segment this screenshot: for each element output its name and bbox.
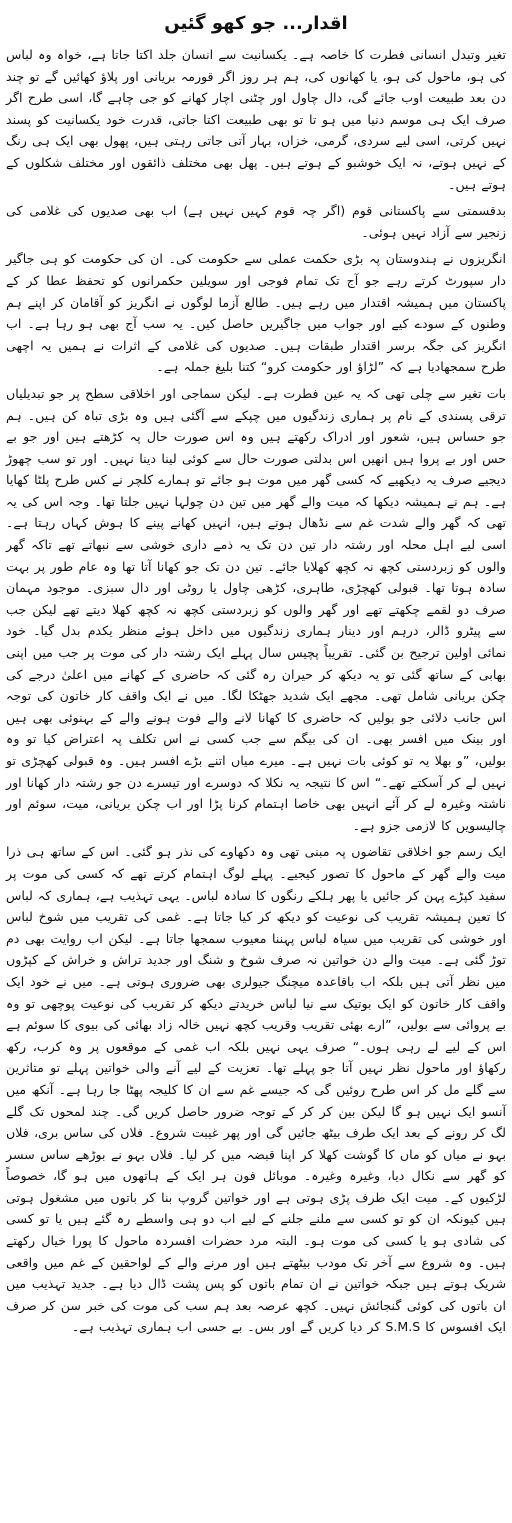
- article-paragraph-4: بات تغیر سے چلی تھی کہ یہ عین فطرت ہے۔ لیکن سماجی اور اخلاقی سطح پر جو تبدیلیاں ترقی پسندی کے نام پر ہماری زندگیوں میں چپکے سے آگئی ہیں وہ بڑی تباہ کن ہیں۔ ہم جو حساس ہیں، شعور اور ادراک رکھتے ہیں وہ اس صورت حال پہ کڑھتے ہیں اور جو بے حس اور بے پروا ہیں انھیں اس بدلتی صورت حال سے کوئی لینا دینا نہیں۔ اور تو سب چھوڑ دیجیے صرف یہ دیکھیے کہ کسی گھر میں موت ہو جائے تو ہمارے کلچر نے کس طرح پلٹا کھایا ہے۔ ہم نے ہمیشہ دیکھا کہ میت والے گھر میں تین دن چولہا نہیں جلتا تھا۔ وجہ اس کی یہ تھی کہ گھر والے شدت غم سے نڈھال ہوتے ہیں، انہیں کھانے پینے کا ہوش کہاں رہتا ہے۔ اسی لیے اہل محلہ اور رشتہ دار تین دن تک یہ ذمے داری خوشی سے نبھاتے تھے تاکہ گھر والوں کو زبردستی کچھ نہ کچھ کھلایا جائے۔ تین دن تک جو کھانا آتا تھا وہ عام طور پر بہت سادہ ہوتا تھا۔ قبولی کھچڑی، طاہری، کڑھی چاول یا روٹی اور دال سبزی۔ موجود مہمان صرف دو لقمے چکھتے تھے اور گھر والوں کو زبردستی کچھ نہ کچھ کھلا دیتے تھے لیکن جب سے پیٹرو ڈالر، درہم اور دینار ہماری زندگیوں میں داخل ہوئے منظر یکدم بدل گیا۔ خود نمائی اولین ترجیح بن گئی۔ تقریباً پچیس سال پہلے ایک رشتہ دار کی موت پر جب میں اپنی بھابی کے ساتھ گئی تو یہ دیکھ کر حیران رہ گئی کہ حاضری کے کھانے میں اعلیٰ درجے کی چکن بریانی شامل تھی۔ مجھے ایک شدید جھٹکا لگا۔ میں نے ایک واقف کار خاتون کی توجہ اس جانب دلائی جو بولیں کہ حاضری کا کھانا لانے والے فوت ہونے والے کے بہنوئی بھی ہیں اور بینک میں افسر بھی۔ ان کی بیگم سے جب کسی نے اس تکلف پہ اعتراض کیا تو وہ بولیں، ”و بھلا یہ تو کوئی بات نہیں ہے۔ میرے میاں اتنے بڑے افسر ہیں۔ وہ قبولی کھچڑی تو نہیں لے کر آسکتے تھے۔“ اس کا نتیجہ یہ نکلا کہ دوسرے اور تیسرے دن جو رشتہ دار کھانا اور ناشتہ وغیرہ لے کر آئے انہیں بھی خاصا اہتمام کرنا پڑا اور اب چکن بریانی، میت، سوئم اور چالیسویں کا لازمی جزو ہے۔: [6, 385, 506, 833]
- article-paragraph-1: تغیر وتبدل انسانی فطرت کا خاصہ ہے۔ یکسانیت سے انسان جلد اکتا جاتا ہے، خواہ وہ لباس کی ہو، ماحول کی ہو، یا کھانوں کی، ہم ہر روز اگر قورمہ بریانی اور پلاؤ کھائیں گے تو چند دن بعد طبیعت اوب جائے گی، دال چاول اور چٹنی اچار کھانے کو جی چاہے گا، اسی طرح اگر صرف ایک ہی موسم دنیا میں ہو تا تو بھی طبیعت اکتا جاتی، قدرت خود یکسانیت کو پسند نہیں کرتی، اسی لیے سردی، گرمی، خزاں، بہار آتی جاتی رہتی ہیں، پھول بھی ایک ہی رنگ کے نہیں ہوتے، نہ ایک خوشبو کے ہوتے ہیں۔ پھل بھی مختلف ذائقوں اور مختلف شکلوں کے ہوتے ہیں۔: [6, 47, 506, 192]
- article-title: اقدار... جو کھو گئیں: [164, 13, 348, 34]
- article-paragraph-5: ایک رسم جو اخلاقی تقاضوں پہ مبنی تھی وہ دکھاوے کی نذر ہو گئی۔ اس کے ساتھ ہی ذرا میت والے گھر کے ماحول کا تصور کیجیے۔ پہلے لوگ اہتمام کرتے تھے کہ کسی کی موت پر سفید کپڑے پہن کر جائیں یا پھر ہلکے رنگوں کا سادہ لباس۔ یہی تہذیب ہے، ہماری کہ لباس کا تعین ہمیشہ تقریب کی نوعیت کو دیکھ کر کیا جاتا ہے۔ غمی کی تقریب میں شوخ لباس اور خوشی کی تقریب میں سیاہ لباس پہننا معیوب سمجھا جاتا ہے۔ لیکن اب روایت بھی دم توڑ گئی ہے۔ میت والے دن خواتین نہ صرف شوخ و شنگ اور جدید تراش و خراش کے کپڑوں میں نظر آتی ہیں بلکہ اب باقاعدہ میچنگ جیولری بھی ضروری ہوتی ہے۔ میں نے خود ایک واقف کار خاتون کو ایک بوتیک سے نیا لباس خریدتے دیکھ کر تقریب کی نوعیت پوچھی تو وہ بے پروائی سے بولیں، ”ارے بھئی تقریب وقریب کچھ نہیں خالہ زاد بھائی کی بیوی کا سوئم ہے اس کے لیے لے رہی ہوں۔“ صرف یہی نہیں بلکہ اب غمی کے موقعوں پر وہ کرب، رکھ رکھاؤ اور ماحول نظر نہیں آتا جو پہلے تھا۔ تعزیت کے لیے آنے والی خواتین پہلے تو متاثرین سے گلے مل کر اس طرح روئیں گی کہ جیسے غم سے ان کا کلیجہ پھٹا جا رہا ہے۔ آنکھ میں آنسو ایک نہیں ہو گا لیکن بین کر کر کے توجہ ضرور حاصل کریں گی۔ چند لمحوں تک گلے لگ کر رونے کے بعد ایک طرف بیٹھ جائیں گی اور پھر غیبت شروع۔ فلاں کی ساس بری، فلاں بہو نے میاں کو ماں کا گوشت کھلا کر اپنا قبضہ میں کر لیا۔ فلاں بہو نے بوڑھے ساس سسر کو گھر سے نکال دیا، وغیرہ وغیرہ۔ موبائل فون ہر ایک کے ہاتھوں میں ہو گا، خصوصاً لڑکیوں کے۔ میت ایک طرف پڑی ہوتی ہے اور خواتین گروپ بنا کر باتوں میں مشغول ہوتی ہیں کیونکہ ان کو تو کسی سے ملنے جلنے کے لیے اب دو ہی واسطے رہ گئے ہیں یا تو کسی کی شادی ہو یا کسی کی موت ہو۔ البتہ مرد حضرات افسردہ ماحول کا پورا خیال رکھتے ہیں۔ وہ شروع سے آخر تک مودب بیٹھتے ہیں اور مرنے والے کے لواحقین کے غم میں واقعی شریک ہوتے ہیں جبکہ خواتین نے ان تمام باتوں کو پس پشت ڈال دیا ہے۔ جدید تہذیب میں ان باتوں کی کوئی گنجائش نہیں۔ کچھ عرصہ بعد ہم سب کی موت کی خبر سن کر صرف ایک افسوس کا S.M.S کر دیا کریں گے اور بس۔ بے حسی اب ہماری تہذیب ہے۔: [6, 844, 506, 1335]
- article-paragraph-3: انگریزوں نے ہندوستان پہ بڑی حکمت عملی سے حکومت کی۔ ان کی حکومت کو ہی جاگیر دار سپورٹ کرتے رہے جو آج تک تمام فوجی اور سویلین حکمرانوں کو تحفظ عطا کر کے پاکستان میں ہمیشہ اقتدار میں رہے ہیں۔ طالع آزما لوگوں نے انگریز کو آقامان کر اپنے ہم وطنوں کے سودے کیے اور جواب میں جاگیریں حاصل کیں۔ یہ سب آج بھی ہو رہا ہے۔ اب انگریز کی جگہ برسر اقتدار طبقات ہیں۔ صدیوں کی غلامی کے اثرات نے ہمیں یہ اچھی طرح سمجھادیا ہے کہ ”لڑاؤ اور حکومت کرو“ کتنا بلیغ جملہ ہے۔: [6, 251, 506, 375]
- article-paragraph-2: بدقسمتی سے پاکستانی قوم (اگر چہ قوم کہیں نہیں ہے) اب بھی صدیوں کی غلامی کی زنجیر سے آزاد نہیں ہوئی۔: [6, 203, 506, 240]
